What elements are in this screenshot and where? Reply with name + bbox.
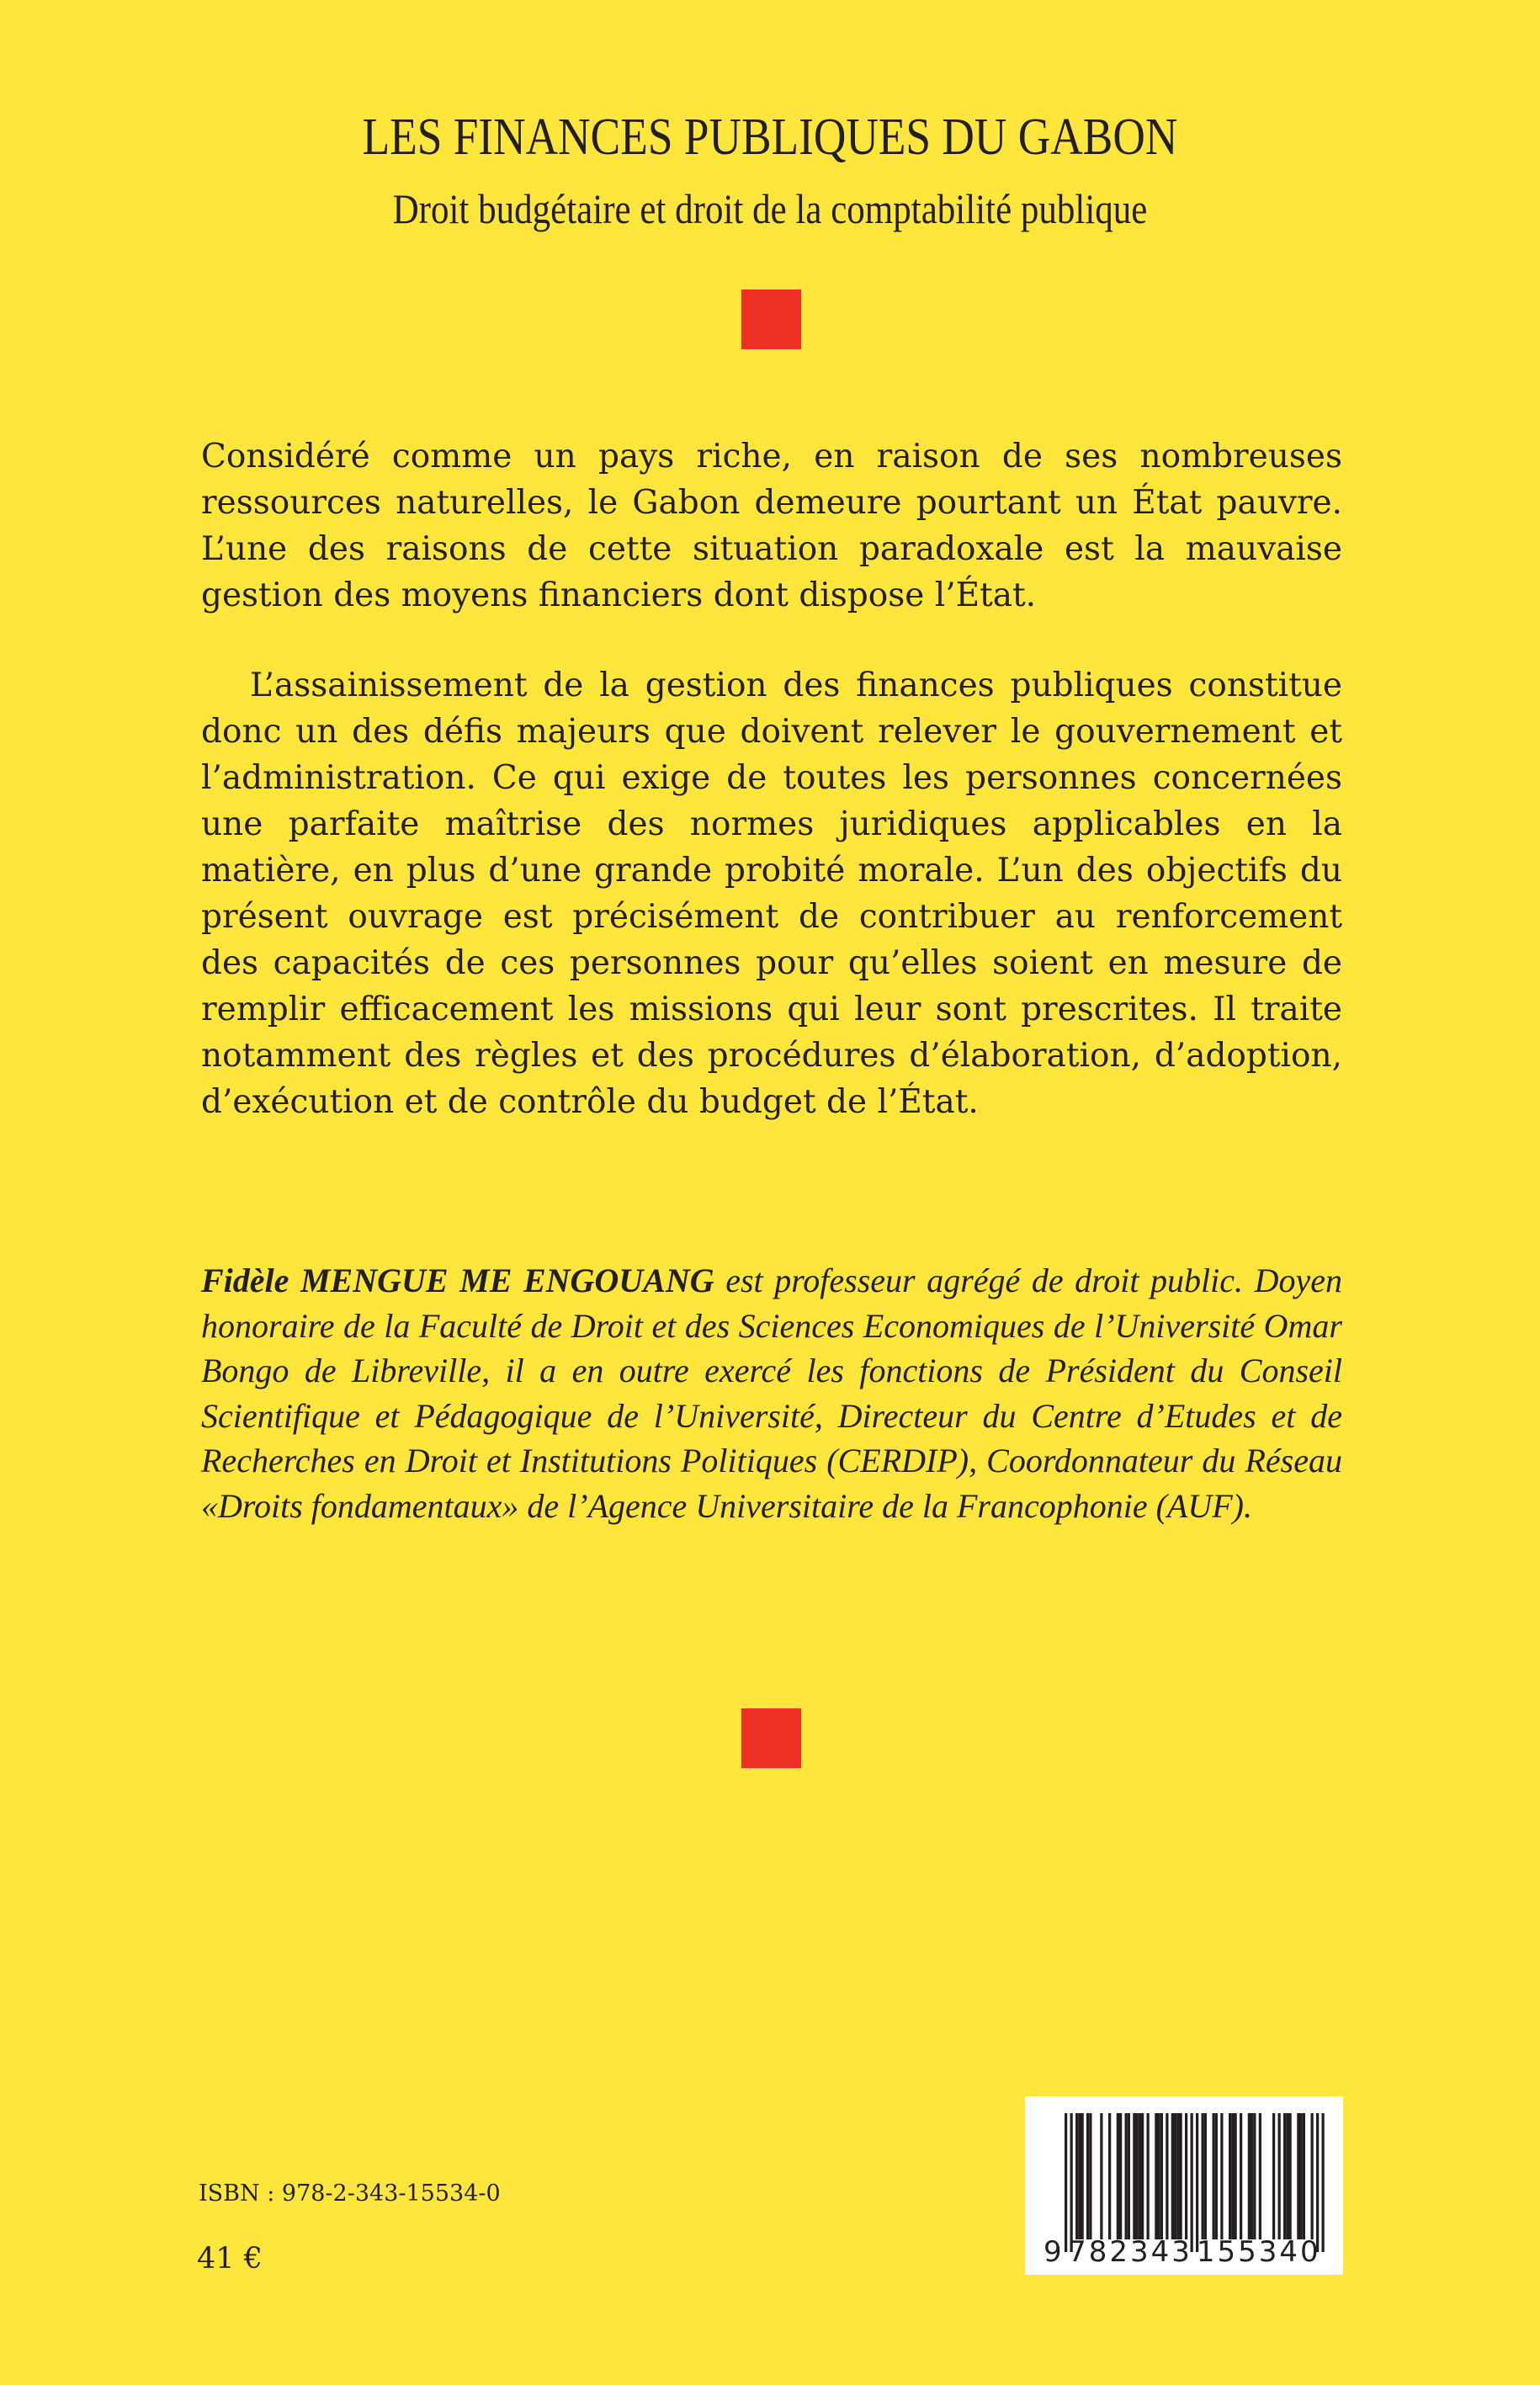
barcode-bar	[1139, 2113, 1141, 2239]
barcode-bar	[1075, 2113, 1078, 2239]
book-subtitle: Droit budgétaire et droit de la comptabilité publique	[392, 185, 1148, 232]
barcode-right-digits: 155340	[1196, 2235, 1321, 2269]
blurb-paragraph-2	[201, 662, 1342, 1125]
author-bio	[201, 1258, 1342, 1528]
price-label: 41 €	[197, 2242, 263, 2276]
barcode-bar	[1253, 2113, 1256, 2239]
red-square-ornament-bottom	[741, 1708, 801, 1768]
barcode-bar	[1278, 2113, 1281, 2239]
barcode-bar	[1108, 2113, 1111, 2239]
barcode-bar	[1158, 2113, 1160, 2239]
barcode-bar	[1229, 2113, 1231, 2239]
barcode-bar	[1240, 2113, 1242, 2239]
barcode-bar	[1133, 2113, 1135, 2239]
barcode-bar	[1185, 2113, 1187, 2239]
barcode	[1025, 2096, 1343, 2275]
barcode-bar	[1215, 2113, 1218, 2239]
barcode-bar	[1303, 2113, 1305, 2239]
barcode-bar	[1286, 2113, 1288, 2239]
barcode-bar	[1316, 2113, 1319, 2252]
blurb-paragraph-1	[201, 433, 1342, 619]
book-title: LES FINANCES PUBLIQUES DU GABON	[362, 109, 1178, 166]
barcode-bar	[1086, 2113, 1089, 2239]
barcode-bar	[1081, 2113, 1084, 2239]
barcode-bar	[1155, 2113, 1157, 2239]
barcode-bar	[1065, 2113, 1067, 2252]
barcode-bar	[1322, 2113, 1325, 2252]
barcode-bar	[1251, 2113, 1253, 2239]
barcode-bar	[1283, 2113, 1286, 2239]
barcode-bar	[1089, 2113, 1091, 2239]
barcode-bar	[1259, 2113, 1261, 2239]
barcode-bar	[1202, 2113, 1204, 2239]
barcode-bar	[1289, 2113, 1292, 2239]
barcode-bar	[1213, 2113, 1215, 2239]
barcode-bar	[1196, 2113, 1198, 2252]
barcode-bar	[1141, 2113, 1144, 2239]
author-name: Fidèle MENGUE ME ENGOUANG	[201, 1262, 714, 1299]
barcode-bar	[1311, 2113, 1314, 2239]
barcode-bar	[1176, 2113, 1179, 2239]
barcode-bar	[1136, 2113, 1139, 2239]
barcode-bars	[1065, 2113, 1325, 2252]
barcode-left-digits: 782343	[1068, 2235, 1192, 2269]
barcode-bar	[1272, 2113, 1275, 2239]
barcode-bar	[1248, 2113, 1251, 2239]
author-bio-text: est professeur agrégé de droit public. Doyen honoraire de la Faculté de Droit et des Sciences Economiques de l’Université Omar Bongo de Libreville, il a en outre exercé les fonctions de Président du Conseil Scientifique et Pédagogique de l’Université, Directeur du Centre d’Etudes et de Recherches en Droit et Institutions Politiques (CERDIP), Coordonnateur du Réseau «Droits fondamentaux» de l’Agence Universitaire de la Francophonie (AUF).	[201, 1262, 1342, 1525]
barcode-graphic	[1025, 2096, 1343, 2275]
barcode-first-digit: 9	[1043, 2235, 1062, 2269]
barcode-bar	[1078, 2113, 1081, 2239]
barcode-bar	[1220, 2113, 1223, 2239]
barcode-bar	[1117, 2113, 1119, 2239]
blurb-paragraph-2-text: L’assainissement de la gestion des finances publiques constitue donc un des défis majeurs que doivent relever le gouvernement et l’administration. Ce qui exige de toutes les personnes concernées une parfaite maîtrise des normes juridiques applicables en la matière, en plus d’une grande probité morale. L’un des objectifs du présent ouvrage est précisément de contribuer au renforcement des capacités de ces personnes pour qu’elles soient en mesure de remplir efficacement les missions qui leur sont prescrites. Il traite notamment des règles et des procédures d’élaboration, d’adoption, d’exécution et de contrôle du budget de l’État.	[201, 667, 1342, 1121]
barcode-bar	[1147, 2113, 1150, 2239]
barcode-bar	[1100, 2113, 1102, 2239]
barcode-bar	[1191, 2113, 1193, 2252]
barcode-bar	[1235, 2113, 1237, 2239]
barcode-bar	[1231, 2113, 1234, 2239]
barcode-bar	[1125, 2113, 1128, 2239]
barcode-bar	[1171, 2113, 1174, 2239]
blurb-paragraph-1-text: Considéré comme un pays riche, en raison de ses nombreuses ressources naturelles, le Gabon demeure pourtant un État pauvre. L’une des raisons de cette situation paradoxale est la mauvaise gestion des moyens financiers dont dispose l’État.	[201, 438, 1342, 614]
barcode-bar	[1297, 2113, 1299, 2239]
barcode-bar	[1204, 2113, 1207, 2239]
barcode-bar	[1180, 2113, 1182, 2239]
red-square-ornament-top	[741, 289, 801, 349]
barcode-bar	[1160, 2113, 1163, 2239]
barcode-bar	[1119, 2113, 1122, 2239]
barcode-bar	[1070, 2113, 1073, 2252]
barcode-bar	[1174, 2113, 1176, 2239]
barcode-bar	[1300, 2113, 1303, 2239]
barcode-bar	[1128, 2113, 1130, 2239]
barcode-bar	[1166, 2113, 1168, 2239]
isbn-label: ISBN : 978-2-343-15534-0	[199, 2180, 501, 2207]
